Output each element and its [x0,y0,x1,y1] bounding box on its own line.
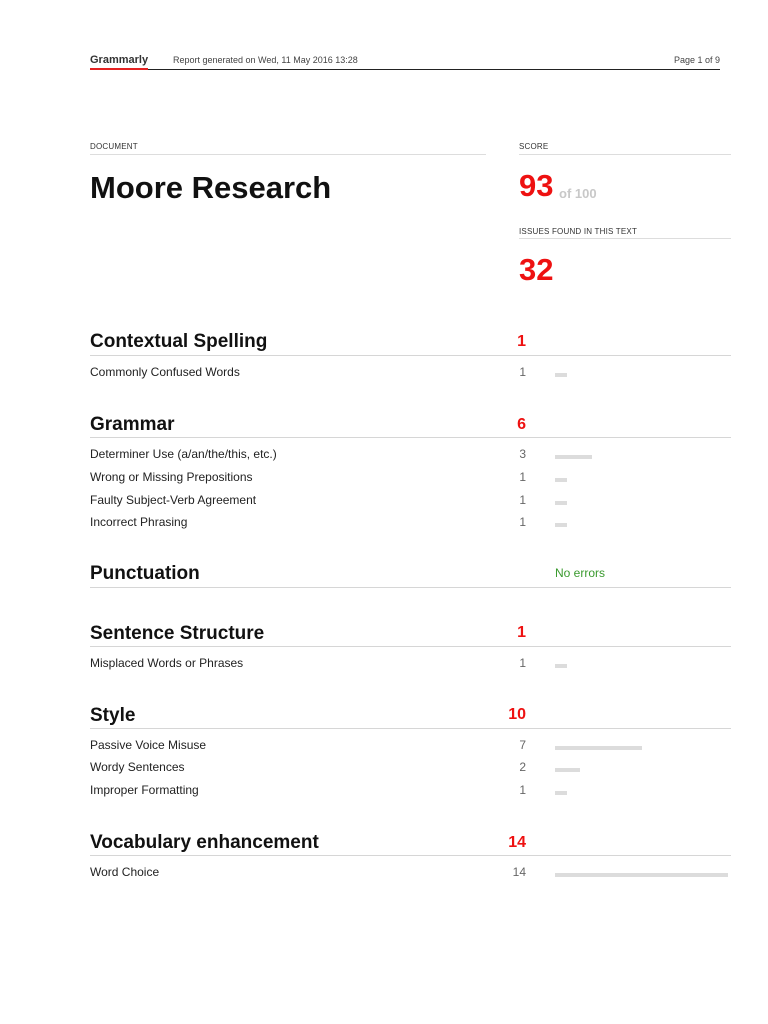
issue-item-label: Wrong or Missing Prepositions [90,470,253,484]
issue-item-label: Determiner Use (a/an/the/this, etc.) [90,447,277,461]
issue-item-label: Commonly Confused Words [90,365,240,379]
section-title-punctuation: Punctuation [90,563,200,584]
section-title-grammar: Grammar [90,414,175,435]
issue-item-count: 1 [519,656,526,670]
score-value: 93 [519,168,554,203]
issue-item-count: 7 [519,738,526,752]
issue-item-label: Word Choice [90,865,160,879]
score-label-rule [519,154,731,155]
section-title-vocabulary-enhancement: Vocabulary enhancement [90,832,319,853]
issue-bar [555,455,592,459]
issues-label-rule [519,238,731,239]
issues-label: ISSUES FOUND IN THIS TEXT [519,227,638,236]
section-rule [90,646,731,647]
score-of-total: of 100 [559,186,597,201]
section-count-grammar: 6 [517,416,526,433]
section-title-style: Style [90,705,136,726]
report-generated-text: Report generated on Wed, 11 May 2016 13:28 [173,55,358,65]
issue-item-label: Misplaced Words or Phrases [90,656,244,670]
issue-item-count: 1 [519,470,526,484]
issue-bar [555,664,567,668]
issue-item-count: 1 [519,493,526,507]
section-rule [90,855,731,856]
section-title-contextual-spelling: Contextual Spelling [90,331,268,352]
issue-item-label: Wordy Sentences [90,760,185,774]
section-count-vocabulary-enhancement: 14 [508,834,526,851]
issue-item-count: 14 [512,865,526,879]
issue-bar [555,791,567,795]
issue-item-count: 1 [519,515,526,529]
issue-item-label: Incorrect Phrasing [90,515,188,529]
section-rule [90,728,731,729]
issue-bar [555,746,642,750]
document-label-rule [90,154,486,155]
issue-bar [555,523,567,527]
issue-item-count: 1 [519,365,526,379]
issue-item-label: Faulty Subject-Verb Agreement [90,493,257,507]
section-rule [90,437,731,438]
document-label: DOCUMENT [90,142,138,151]
section-rule [90,355,731,356]
score-label: SCORE [519,142,549,151]
no-errors-status: No errors [555,566,606,580]
issue-item-count: 3 [519,447,526,461]
issue-bar [555,873,728,877]
document-title: Moore Research [90,170,332,205]
issue-item-label: Passive Voice Misuse [90,738,207,752]
section-count-style: 10 [508,706,526,723]
brand-logo: Grammarly [90,54,149,66]
section-rule [90,587,731,588]
issue-bar [555,478,567,482]
page-header [90,52,720,70]
brand-underline [90,68,148,70]
issue-bar [555,373,567,377]
section-count-contextual-spelling: 1 [517,333,526,350]
issue-item-count: 2 [519,760,526,774]
page-number: Page 1 of 9 [673,55,720,65]
issues-count: 32 [519,252,554,287]
section-title-sentence-structure: Sentence Structure [90,623,265,644]
issue-bar [555,501,567,505]
section-count-sentence-structure: 1 [517,624,526,641]
issue-item-count: 1 [519,783,526,797]
issue-bar [555,768,580,772]
issue-item-label: Improper Formatting [90,783,199,797]
